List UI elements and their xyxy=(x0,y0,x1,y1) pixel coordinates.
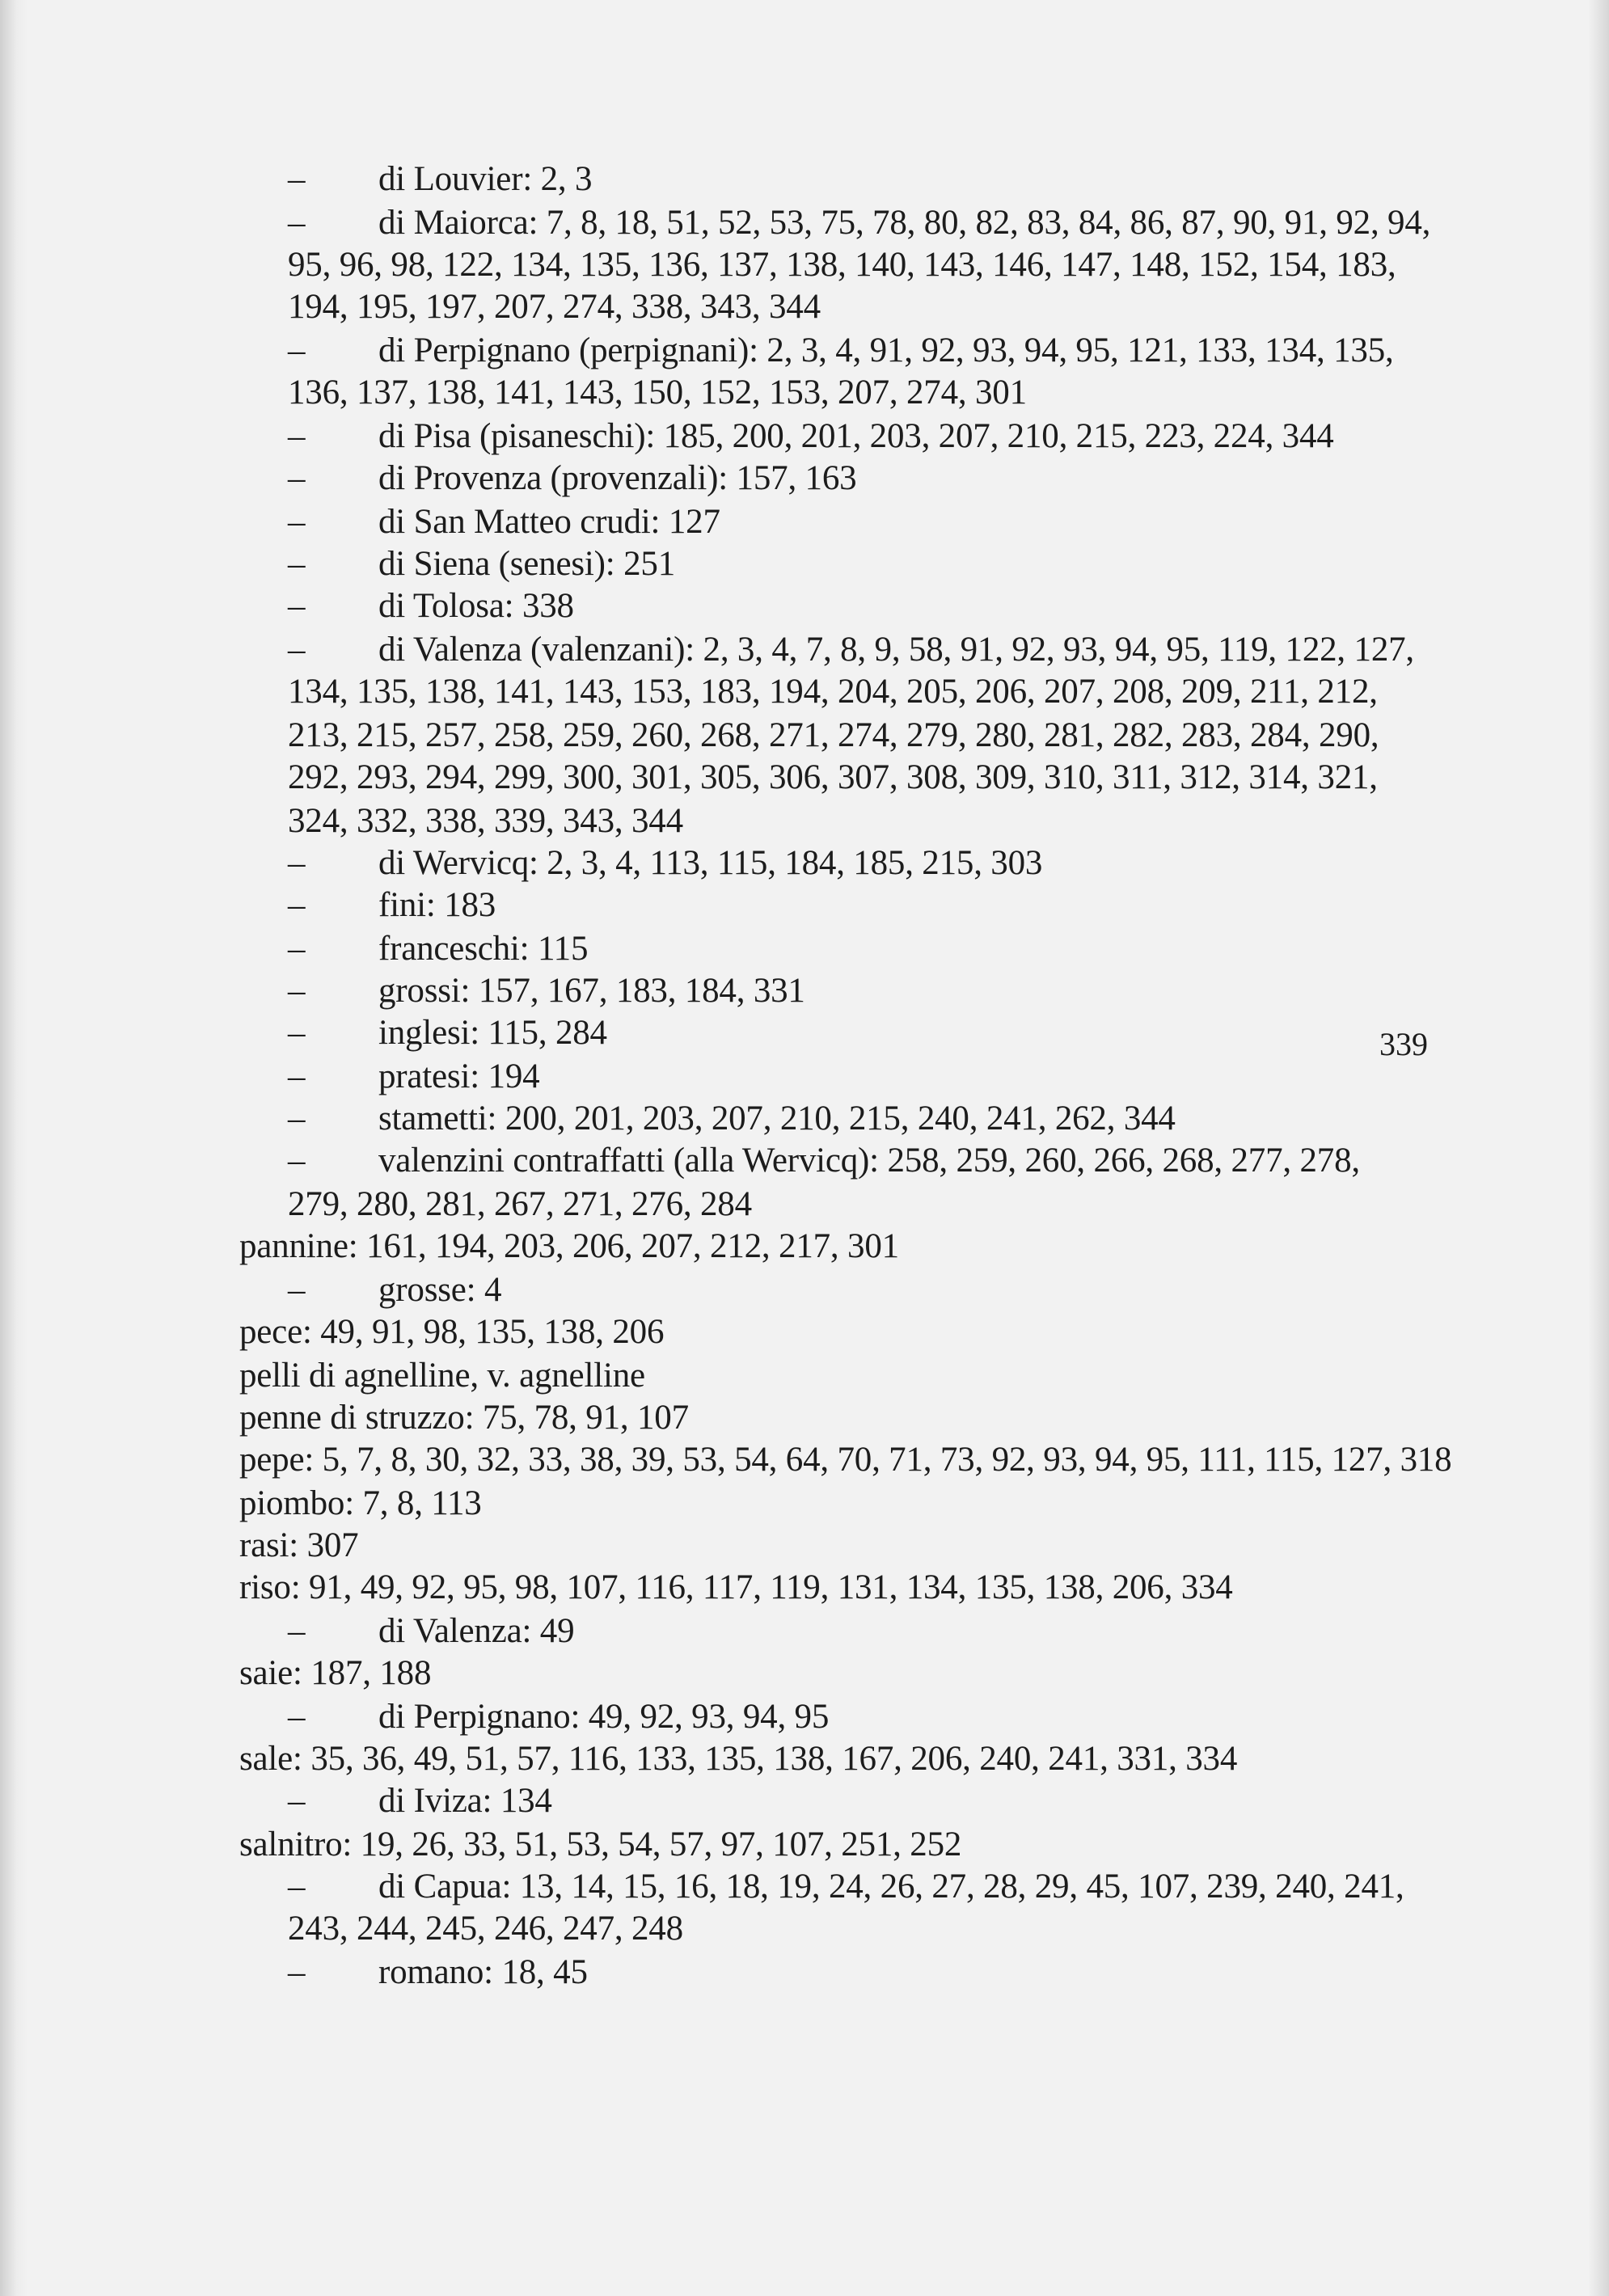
index-subentry: grosse: 4 xyxy=(378,1271,502,1309)
index-subentry: di Perpignano (perpignani): 2, 3, 4, 91, 92, 93, 94, 95, 121, 133, 134, 135, xyxy=(378,331,1394,369)
page-number: 339 xyxy=(1379,1026,1428,1062)
index-subentry-dash: – xyxy=(288,545,306,583)
index-entry-line: 243, 244, 245, 246, 247, 248 xyxy=(288,1910,683,1948)
index-entry-line: 324, 332, 338, 339, 343, 344 xyxy=(288,802,683,840)
index-subentry: pratesi: 194 xyxy=(378,1057,540,1095)
index-entry-line: piombo: 7, 8, 113 xyxy=(239,1484,482,1522)
index-subentry: di Siena (senesi): 251 xyxy=(378,545,675,583)
index-entry-line: penne di struzzo: 75, 78, 91, 107 xyxy=(239,1399,689,1437)
index-subentry: di Capua: 13, 14, 15, 16, 18, 19, 24, 26, 27, 28, 29, 45, 107, 239, 240, 241, xyxy=(378,1868,1404,1906)
index-subentry: di San Matteo crudi: 127 xyxy=(378,503,720,541)
index-entry-line: pece: 49, 91, 98, 135, 138, 206 xyxy=(239,1313,665,1351)
index-subentry: di Louvier: 2, 3 xyxy=(378,160,593,198)
index-subentry-dash: – xyxy=(288,1014,306,1052)
index-subentry-dash: – xyxy=(288,417,306,455)
index-subentry-dash: – xyxy=(288,1057,306,1095)
index-subentry: romano: 18, 45 xyxy=(378,1953,588,1991)
index-entry-line: salnitro: 19, 26, 33, 51, 53, 54, 57, 97, 107, 251, 252 xyxy=(239,1825,962,1863)
index-subentry: di Pisa (pisaneschi): 185, 200, 201, 203, 207, 210, 215, 223, 224, 344 xyxy=(378,417,1334,455)
index-entry-line: riso: 91, 49, 92, 95, 98, 107, 116, 117, 119, 131, 134, 135, 138, 206, 334 xyxy=(239,1568,1233,1606)
index-subentry-dash: – xyxy=(288,1953,306,1991)
index-subentry: fini: 183 xyxy=(378,886,496,924)
index-subentry: inglesi: 115, 284 xyxy=(378,1014,607,1052)
index-subentry-dash: – xyxy=(288,930,306,968)
index-subentry-dash: – xyxy=(288,886,306,924)
index-entry-line: rasi: 307 xyxy=(239,1526,359,1564)
index-subentry: franceschi: 115 xyxy=(378,930,589,968)
index-entry-line: pepe: 5, 7, 8, 30, 32, 33, 38, 39, 53, 54, 64, 70, 71, 73, 92, 93, 94, 95, 111, 115, 127, 318 xyxy=(239,1441,1452,1479)
index-subentry-dash: – xyxy=(288,1142,306,1180)
index-entry-line: pannine: 161, 194, 203, 206, 207, 212, 217, 301 xyxy=(239,1227,899,1265)
index-entry-line: 279, 280, 281, 267, 271, 276, 284 xyxy=(288,1185,752,1223)
index-subentry: di Provenza (provenzali): 157, 163 xyxy=(378,459,857,497)
index-entry-line: saie: 187, 188 xyxy=(239,1654,432,1692)
index-subentry: di Tolosa: 338 xyxy=(378,587,574,625)
index-subentry: di Wervicq: 2, 3, 4, 113, 115, 184, 185, 215, 303 xyxy=(378,844,1043,882)
index-entry-line: 213, 215, 257, 258, 259, 260, 268, 271, 274, 279, 280, 281, 282, 283, 284, 290, xyxy=(288,716,1379,754)
index-subentry: di Valenza: 49 xyxy=(378,1612,575,1650)
index-entry-line: 292, 293, 294, 299, 300, 301, 305, 306, 307, 308, 309, 310, 311, 312, 314, 321, xyxy=(288,758,1378,796)
index-entry-line: sale: 35, 36, 49, 51, 57, 116, 133, 135, 138, 167, 206, 240, 241, 331, 334 xyxy=(239,1740,1238,1778)
index-subentry: di Valenza (valenzani): 2, 3, 4, 7, 8, 9, 58, 91, 92, 93, 94, 95, 119, 122, 127, xyxy=(378,631,1414,669)
index-subentry-dash: – xyxy=(288,503,306,541)
index-subentry-dash: – xyxy=(288,1612,306,1650)
index-subentry-dash: – xyxy=(288,1782,306,1820)
index-subentry-dash: – xyxy=(288,160,306,198)
index-subentry-dash: – xyxy=(288,1868,306,1906)
index-subentry-dash: – xyxy=(288,1099,306,1137)
index-subentry: di Perpignano: 49, 92, 93, 94, 95 xyxy=(378,1698,830,1736)
index-entry-line: 95, 96, 98, 122, 134, 135, 136, 137, 138, 140, 143, 146, 147, 148, 152, 154, 183, xyxy=(288,246,1396,284)
index-subentry: di Maiorca: 7, 8, 18, 51, 52, 53, 75, 78, 80, 82, 83, 84, 86, 87, 90, 91, 92, 94, xyxy=(378,204,1431,242)
index-subentry-dash: – xyxy=(288,331,306,369)
index-subentry-dash: – xyxy=(288,1271,306,1309)
index-subentry-dash: – xyxy=(288,459,306,497)
index-subentry-dash: – xyxy=(288,972,306,1010)
index-entry-line: pelli di agnelline, v. agnelline xyxy=(239,1357,645,1395)
index-subentry: di Iviza: 134 xyxy=(378,1782,552,1820)
index-subentry: grossi: 157, 167, 183, 184, 331 xyxy=(378,972,805,1010)
index-subentry-dash: – xyxy=(288,587,306,625)
index-subentry-dash: – xyxy=(288,204,306,242)
index-subentry-dash: – xyxy=(288,1698,306,1736)
index-subentry-dash: – xyxy=(288,631,306,669)
index-subentry-dash: – xyxy=(288,844,306,882)
index-entry-line: 134, 135, 138, 141, 143, 153, 183, 194, 204, 205, 206, 207, 208, 209, 211, 212, xyxy=(288,673,1378,711)
index-subentry: stametti: 200, 201, 203, 207, 210, 215, 240, 241, 262, 344 xyxy=(378,1099,1176,1137)
index-entry-line: 194, 195, 197, 207, 274, 338, 343, 344 xyxy=(288,288,821,326)
index-entry-line: 136, 137, 138, 141, 143, 150, 152, 153, 207, 274, 301 xyxy=(288,374,1027,412)
index-subentry: valenzini contraffatti (alla Wervicq): 258, 259, 260, 266, 268, 277, 278, xyxy=(378,1142,1360,1180)
